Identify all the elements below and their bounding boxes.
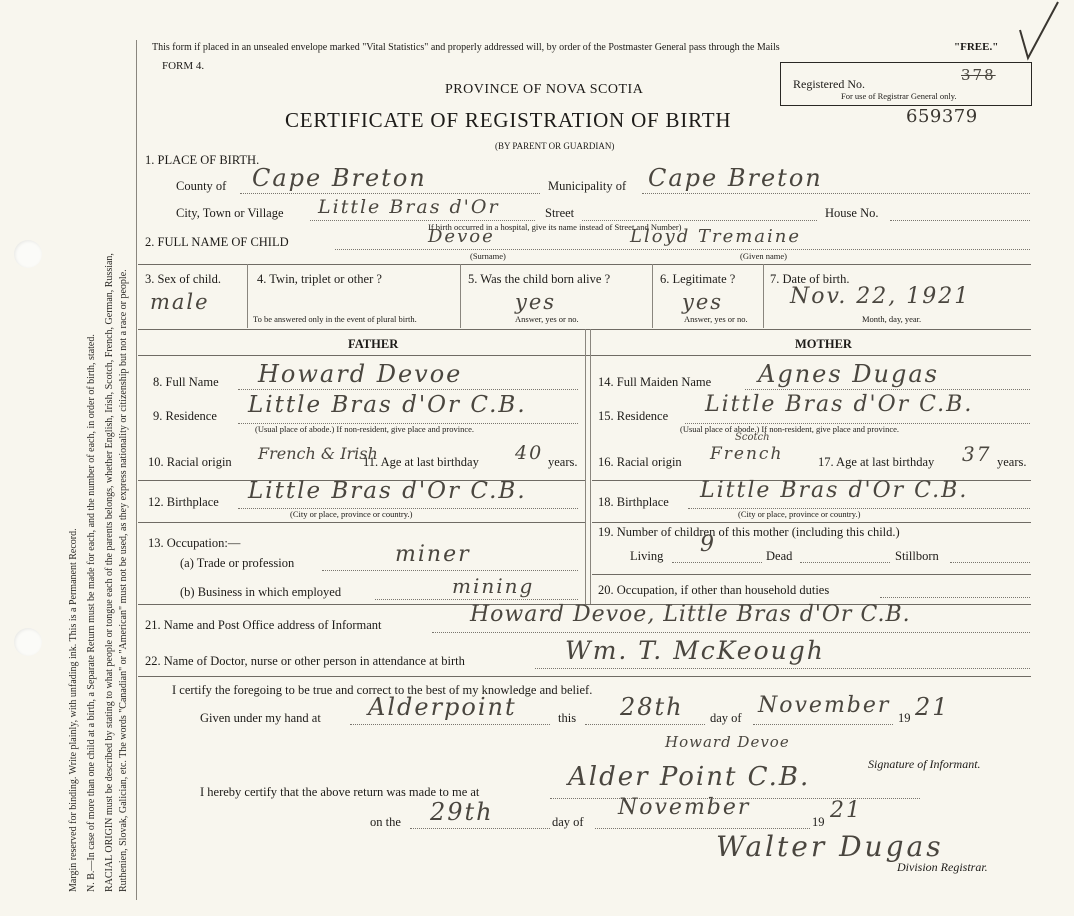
house-label: House No. [825,206,879,220]
informant-signature-label: Signature of Informant. [868,757,981,771]
row-divider [138,676,1031,677]
cell-divider [763,264,764,328]
father-name-line [238,389,578,390]
reg-year-value: 21 [830,798,862,823]
place-of-birth-label: 1. PLACE OF BIRTH. [145,153,260,167]
alive-value: yes [515,290,557,314]
business-value: mining [452,574,535,598]
father-birthplace-value: Little Bras d'Or C.B. [248,478,527,504]
day-value: 28th [620,693,684,721]
province-heading: PROVINCE OF NOVA SCOTIA [445,82,644,97]
surname-caption: (Surname) [470,251,506,261]
legitimate-label: 6. Legitimate ? [660,272,736,286]
year-prefix: 19 [898,711,911,725]
check-mark-icon [1010,0,1066,62]
trade-value: miner [395,542,471,567]
mother-age-years: years. [997,455,1027,469]
registrar-signature: Walter Dugas [716,830,944,863]
registered-label: Registered No. [793,77,865,91]
on-the-label: on the [370,815,401,829]
reg-day-of-label: day of [552,815,584,829]
row-divider [592,522,1031,523]
doctor-label: 22. Name of Doctor, nurse or other person in attendance at birth [145,654,465,668]
mother-residence-value: Little Bras d'Or C.B. [705,392,974,417]
mother-name-value: Agnes Dugas [758,360,939,388]
mother-residence-label: 15. Residence [598,409,669,423]
father-age-years: years. [548,455,578,469]
business-line [375,599,578,600]
city-value: Little Bras d'Or [318,196,500,218]
free-label: "FREE." [954,41,999,53]
year-value: 21 [915,693,950,721]
margin-notes [60,30,140,900]
twin-label: 4. Twin, triplet or other ? [257,272,382,286]
mother-age-value: 37 [962,442,992,466]
street-line [582,220,817,221]
father-race-label: 10. Racial origin [148,455,232,469]
stillborn-line [950,562,1030,563]
living-line [672,562,762,563]
dob-label: 7. Date of birth. [770,272,850,286]
living-value: 9 [700,532,716,557]
father-residence-note: (Usual place of abode.) If non-resident, give place and province. [255,424,475,434]
full-name-line [335,249,1030,250]
father-residence-label: 9. Residence [153,409,217,423]
margin-rule [136,40,137,900]
binding-hole [14,240,42,268]
informant-label: 21. Name and Post Office address of Informant [145,618,382,632]
mother-race-label: 16. Racial origin [598,455,682,469]
father-name-label: 8. Full Name [153,375,219,389]
given-place-line [350,724,550,725]
city-label: City, Town or Village [176,206,284,220]
month-line [753,724,893,725]
municipality-value: Cape Breton [648,164,823,192]
dob-note: Month, day, year. [862,314,922,324]
father-race-value: French & Irish [258,444,378,463]
mother-heading: MOTHER [795,337,852,351]
business-label: (b) Business in which employed [180,585,342,599]
mother-age-label: 17. Age at last birthday [818,455,935,469]
cell-divider [460,264,461,328]
reg-day-value: 29th [430,798,494,826]
form-number: FORM 4. [162,60,205,72]
father-name-value: Howard Devoe [258,360,463,388]
reg-month-value: November [618,795,751,820]
row-divider [138,522,585,523]
informant-line [432,632,1030,633]
mail-notice: This form if placed in an unsealed envelope marked "Vital Statistics" and properly addressed will, by order of the Postmaster General pass through the Mails [152,42,780,53]
street-label: Street [545,206,575,220]
mother-birthplace-value: Little Bras d'Or C.B. [700,478,969,503]
father-birthplace-note: (City or place, province or country.) [290,509,413,519]
stillborn-label: Stillborn [895,549,939,563]
father-residence-value: Little Bras d'Or C.B. [248,392,527,418]
alive-label: 5. Was the child born alive ? [468,272,611,286]
hospital-note: If birth occurred in a hospital, give its name instead of Street and Number) [428,222,682,232]
cell-divider [652,264,653,328]
stamp-number: 659379 [906,106,978,127]
given-place-value: Alderpoint [368,693,517,721]
page-subtitle: (BY PARENT OR GUARDIAN) [495,141,615,151]
trade-line [322,570,578,571]
row-divider [138,264,1031,265]
sex-label: 3. Sex of child. [145,272,222,286]
page-title: CERTIFICATE OF REGISTRATION OF BIRTH [285,108,732,132]
margin-note: Margin reserved for binding. Write plainly, with unfading ink. This is a Permanent Record. [68,528,79,892]
mother-race-extra: Scotch [735,432,770,443]
sex-value: male [150,290,210,314]
living-label: Living [630,549,664,563]
day-line [585,724,705,725]
children-label: 19. Number of children of this mother (including this child.) [598,525,900,539]
racial-note-2: Ruthenien, Slovak, Galician, etc. The words "Canadian" or "American" must not be used, as they express nationality or citizenship but not a race or people. [118,269,129,892]
parents-divider [590,329,591,604]
legitimate-value: yes [682,290,724,314]
this-label: this [558,711,577,725]
registrar-signature-label: Division Registrar. [897,860,988,874]
father-age-label: 11. Age at last birthday [363,455,479,469]
informant-signature: Howard Devoe [665,733,790,751]
dob-value: Nov. 22, 1921 [790,284,971,309]
mother-residence-note: (Usual place of abode.) If non-resident, give place and province. [680,424,900,434]
registered-box [780,62,1032,106]
cell-divider [247,264,248,328]
occupation-other-line [880,597,1030,598]
father-heading: FATHER [348,337,399,351]
certify-statement: I certify the foregoing to be true and correct to the best of my knowledge and belief. [172,683,593,697]
full-name-label: 2. FULL NAME OF CHILD [145,235,289,249]
county-line [240,193,540,194]
registrar-place-value: Alder Point C.B. [568,762,811,792]
mother-name-line [745,389,1030,390]
municipality-label: Municipality of [548,179,627,193]
parents-divider [585,329,586,604]
county-value: Cape Breton [252,164,427,192]
reg-month-line [595,828,810,829]
county-label: County of [176,179,227,193]
given-name-value: Lloyd Tremaine [630,226,802,247]
reg-day-line [410,828,550,829]
doctor-value: Wm. T. McKeough [565,636,825,665]
alive-note: Answer, yes or no. [515,314,579,324]
surname-value: Devoe [428,226,495,247]
municipality-line [642,193,1030,194]
reg-year-prefix: 19 [812,815,825,829]
city-line [310,220,535,221]
informant-value: Howard Devoe, Little Bras d'Or C.B. [470,602,911,627]
mother-birthplace-label: 18. Birthplace [598,495,669,509]
given-label: Given under my hand at [200,711,321,725]
occupation-label: 13. Occupation:— [148,536,241,550]
father-age-value: 40 [515,442,544,464]
house-line [890,220,1030,221]
registered-value: 378 [961,66,996,84]
registrar-statement: I hereby certify that the above return was made to me at [200,785,480,799]
dead-label: Dead [766,549,793,563]
day-of-label: day of [710,711,742,725]
trade-label: (a) Trade or profession [180,556,295,570]
binding-hole [14,628,42,656]
mother-race-value: French [710,444,784,464]
doctor-line [535,668,1030,669]
mother-name-label: 14. Full Maiden Name [598,375,712,389]
month-value: November [758,693,891,718]
twin-note: To be answered only in the event of plural birth. [253,314,417,324]
father-birthplace-label: 12. Birthplace [148,495,219,509]
dead-line [800,562,890,563]
occupation-other-label: 20. Occupation, if other than household duties [598,583,830,597]
row-divider [592,574,1031,575]
nb-note: N. B.—In case of more than one child at a birth, a Separate Return must be made for each, and the number of each, in order of birth, stated. [86,334,97,892]
mother-birthplace-note: (City or place, province or country.) [738,509,861,519]
racial-note-1: RACIAL ORIGIN must be described by stating to what people or tongue each of the parents belongs, whether English, Irish, Scotch, French, German, Russian, [104,253,115,892]
registered-note: For use of Registrar General only. [841,91,957,101]
given-name-caption: (Given name) [740,251,787,261]
legitimate-note: Answer, yes or no. [684,314,748,324]
